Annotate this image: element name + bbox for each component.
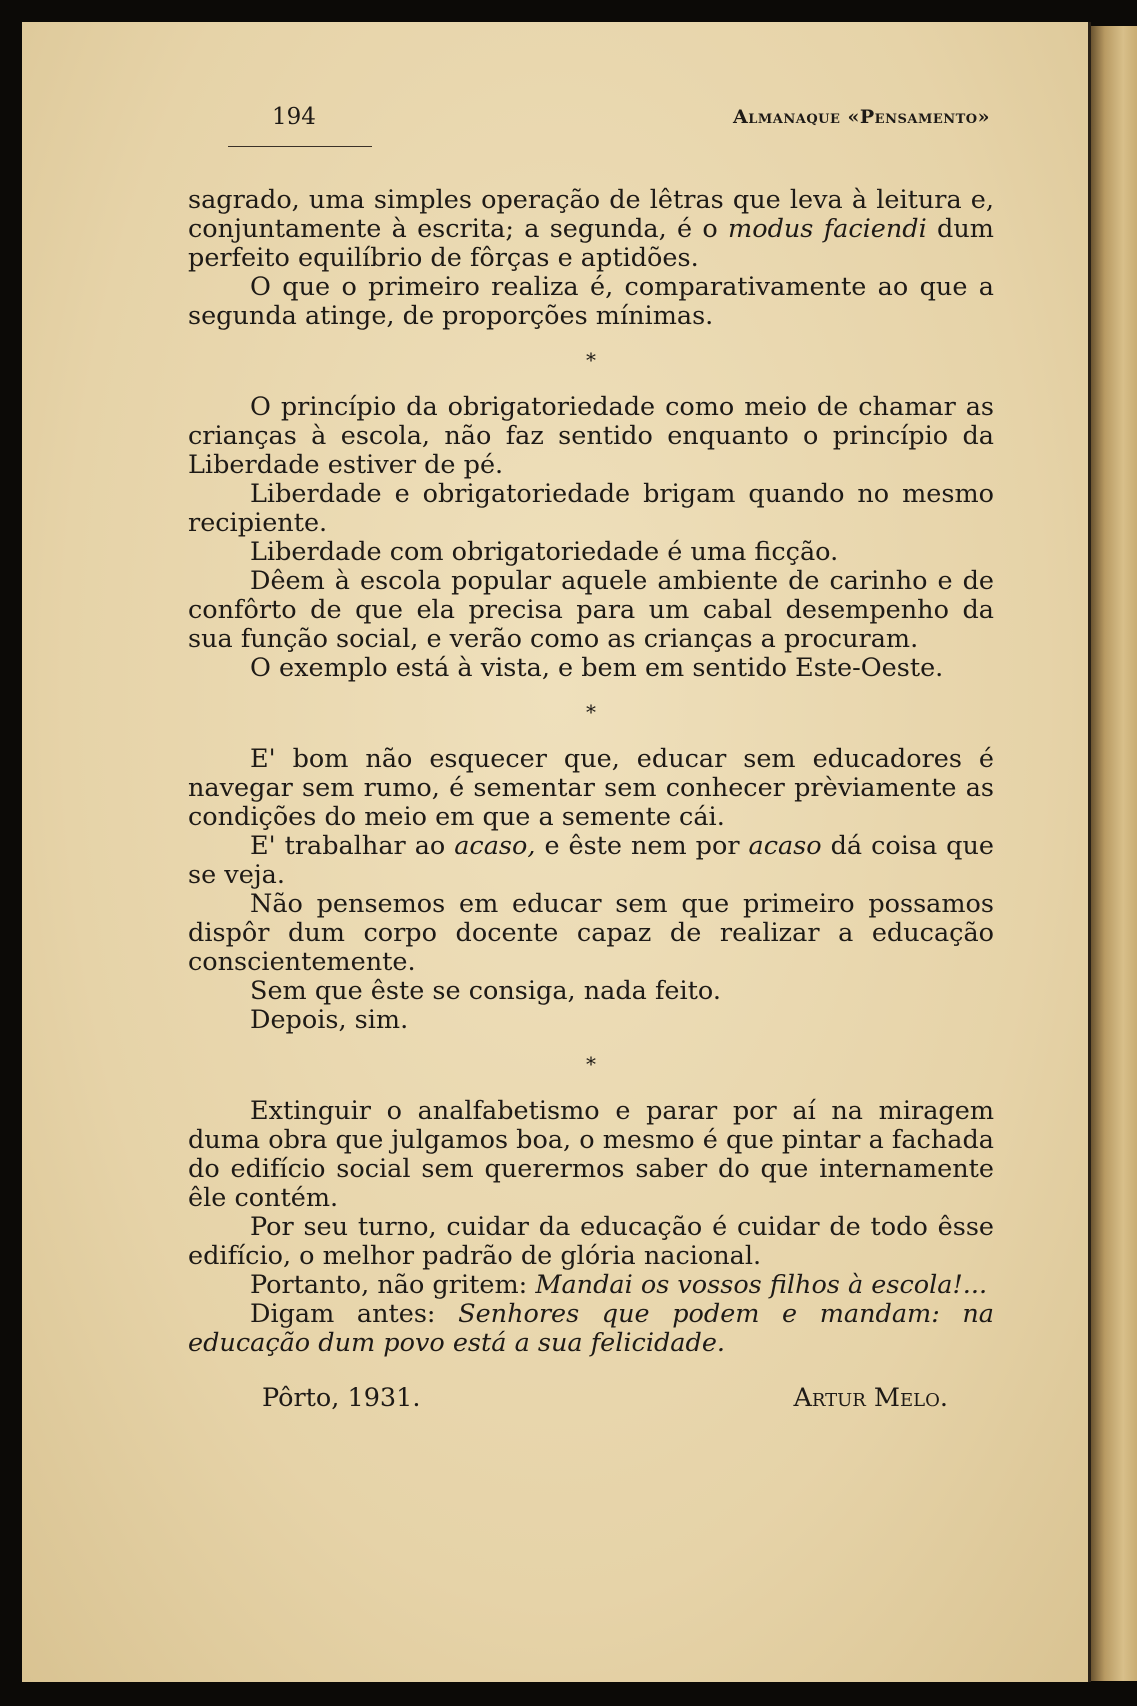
paragraph: E' bom não esquecer que, educar sem educadores é navegar sem rumo, é sementar sem conhecer prèviamente as condições do meio em que a semente cái. [188,744,994,832]
paragraph: Liberdade e obrigatoriedade brigam quando no mesmo recipiente. [188,479,994,538]
section-separator: * [586,348,596,372]
paragraph: O que o primeiro realiza é, comparativamente ao que a segunda atinge, de proporções mínimas. [188,272,994,331]
paragraph: Digam antes: Senhores que podem e mandam: na educação dum povo está a sua felicidade. [188,1299,994,1358]
paragraph: sagrado, uma simples operação de lêtras que leva à leitura e, conjuntamente à escrita; a segunda, é o modus faciendi dum perfeito equilíbrio de fôrças e aptidões. [188,185,994,273]
paragraph: Não pensemos em educar sem que primeiro possamos dispôr dum corpo docente capaz de realizar a educação conscientemente. [188,889,994,977]
paragraph: O princípio da obrigatoriedade como meio de chamar as crianças à escola, não faz sentido enquanto o princípio da Liberdade estiver de pé. [188,392,994,480]
running-head: Almanaque «Pensamento» [733,106,990,128]
paragraph: E' trabalhar ao acaso, e êste nem por acaso dá coisa que se veja. [188,831,994,890]
page-header [272,104,1002,144]
paragraph: O exemplo está à vista, e bem em sentido Este-Oeste. [250,653,944,683]
section-separator: * [586,700,596,724]
paragraph: Extinguir o analfabetismo e parar por aí na miragem duma obra que julgamos boa, o mesmo é que pintar a fachada do edifício social sem querermos saber do que internamente êle contém. [188,1096,994,1213]
paragraph: Portanto, não gritem: Mandai os vossos filhos à escola!... [250,1270,988,1300]
paragraph: Depois, sim. [250,1005,409,1035]
place-date: Pôrto, 1931. [262,1383,421,1413]
header-rule [228,146,372,147]
paragraph: Sem que êste se consiga, nada feito. [250,976,721,1006]
page-edge [1091,26,1137,1681]
signature [188,1384,994,1413]
section-separator: * [586,1052,596,1076]
paragraph: Por seu turno, cuidar da educação é cuidar de todo êsse edifício, o melhor padrão de glória nacional. [188,1212,994,1271]
paragraph: Liberdade com obrigatoriedade é uma ficção. [250,537,839,567]
page-number: 194 [272,104,316,130]
paragraph: Dêem à escola popular aquele ambiente de carinho e de confôrto de que ela precisa para um cabal desempenho da sua função social, e verão como as crianças a procuram. [188,566,994,654]
author-name: Artur Melo. [793,1383,948,1413]
body-text [188,186,994,1413]
